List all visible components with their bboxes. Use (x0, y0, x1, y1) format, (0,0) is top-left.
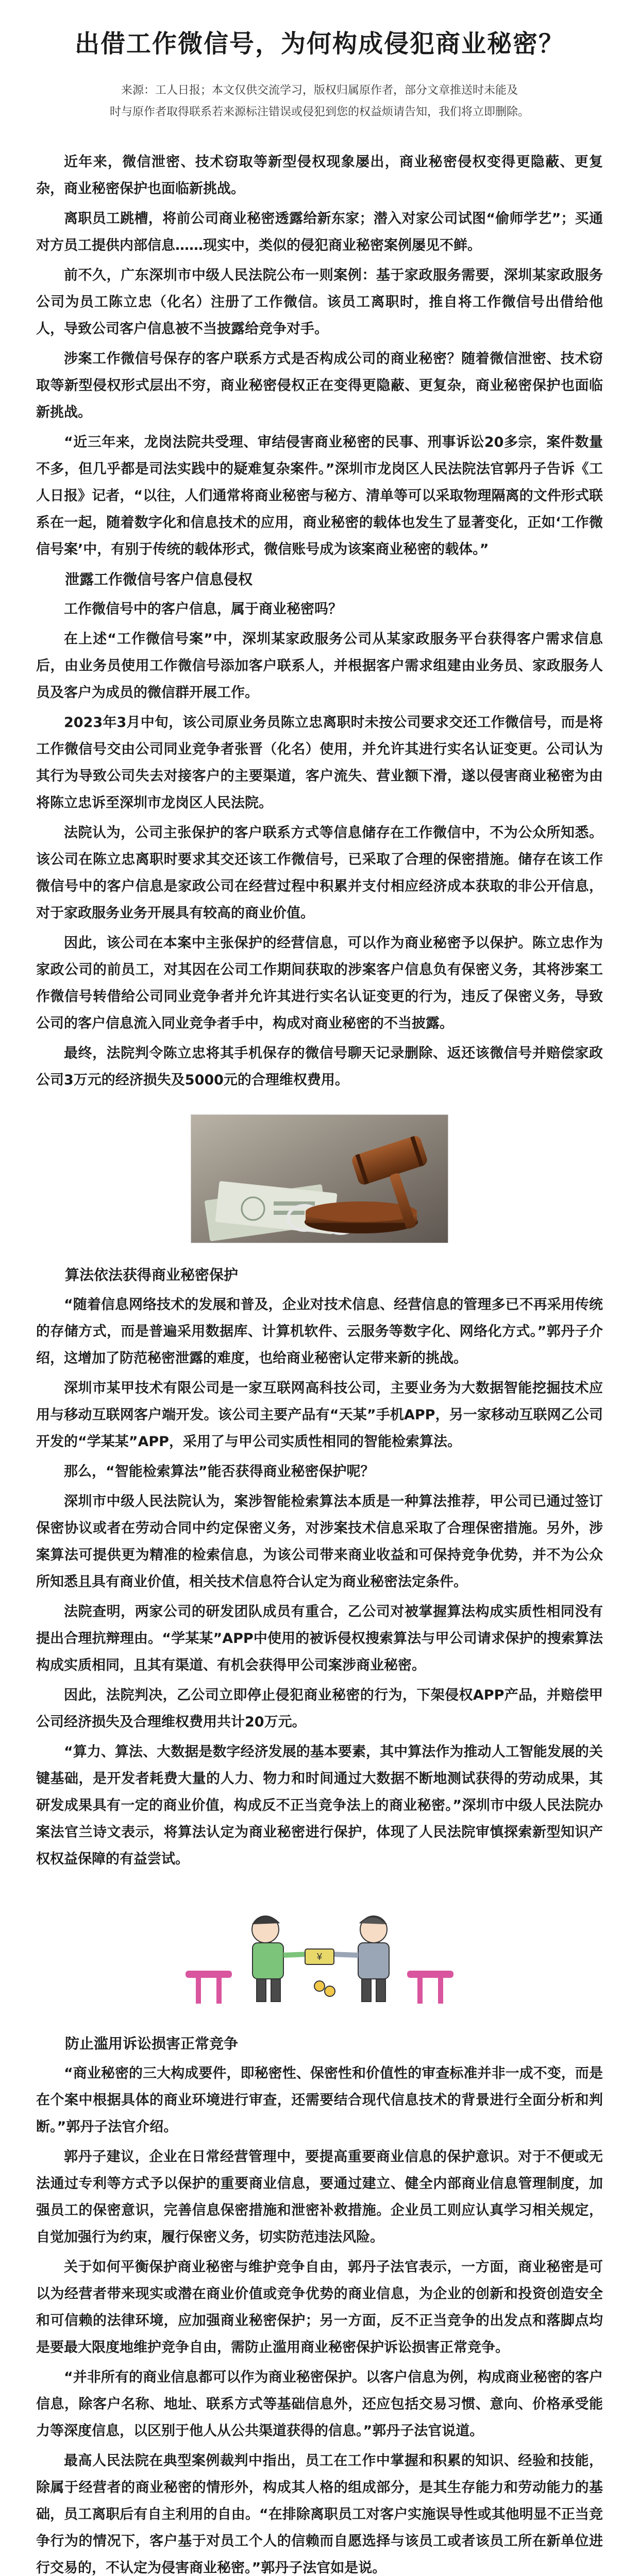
paragraph: “商业秘密的三大构成要件，即秘密性、保密性和价值性的审查标准并非一成不变，而是在个案中根据具体的商业环境进行审查，还需要结合现代信息技术的背景进行全面分析和判断。”郭丹子法官介绍。 (36, 2065, 603, 2135)
section-heading: 泄露工作微信号客户信息侵权 (65, 571, 253, 588)
paragraph: 因此，该公司在本案中主张保护的经营信息，可以作为商业秘密予以保护。陈立忠作为家政公司的前员工，对其因在公司工作期间获取的涉案客户信息负有保密义务，其将涉案工作微信号转借给公司同业竞争者并允许其进行实名认证变更的行为，违反了保密义务，导致公司的客户信息流入同业竞争者手中，构成对商业秘密的不当披露。 (36, 935, 603, 1031)
article-title: 出借工作微信号，为何构成侵犯商业秘密？ (74, 29, 564, 58)
paragraph: 法院认为，公司主张保护的客户联系方式等信息储存在工作微信中，不为公众所知悉。该公司在陈立忠离职时要求其交还该工作微信号，已采取了合理的保密措施。储存在该工作微信号中的客户信息是家政公司在经营过程中积累并支付相应经济成本获取的非公开信息，对于家政服务业务开展具有较高的商业价值。 (36, 825, 603, 921)
source-note-line: 时与原作者取得联系若来源标注错误或侵犯到您的权益烦请告知，我们将立即删除。 (109, 106, 529, 118)
litigation-section (36, 2030, 603, 2576)
paragraph: “随着信息网络技术的发展和普及，企业对技术信息、经营信息的管理多已不再采用传统的存储方式，而是普遍采用数据库、计算机软件、云服务等数字化、网络化方式。”郭丹子介绍，这增加了防范秘密泄露的难度，也给商业秘密认定带来新的挑战。 (36, 1297, 603, 1366)
paragraph: 最高人民法院在典型案例裁判中指出，员工在工作中掌握和积累的知识、经验和技能，除属于经营者的商业秘密的情形外，构成其人格的组成部分，是其生存能力和劳动能力的基础，员工离职后有自主利用的自由。“在排除离职员工对客户实施误导性或其他明显不正当竞争行为的情况下，客户基于对员工个人的信赖而自愿选择与该员工或者该员工所在新单位进行交易的，不认定为侵害商业秘密。”郭丹子法官如是说。 (36, 2453, 603, 2576)
handshake-figure (36, 1893, 603, 2012)
paragraph: 近年来，微信泄密、技术窃取等新型侵权现象屡出，商业秘密侵权变得更隐蔽、更复杂，商业秘密保护也面临新挑战。 (36, 154, 603, 197)
section-heading: 防止滥用诉讼损害正常竞争 (65, 2035, 239, 2052)
paragraph: 在上述“工作微信号案”中，深圳某家政服务公司从某家政服务平台获得客户需求信息后，由业务员使用工作微信号添加客户联系人，并根据客户需求组建由业务员、家政服务人员及客户为成员的微信群开展工作。 (36, 631, 603, 701)
source-note (36, 80, 603, 123)
gavel-money-icon (191, 1114, 448, 1243)
paragraph: 郭丹子建议，企业在日常经营管理中，要提高重要商业信息的保护意识。对于不便或无法通过专利等方式予以保护的重要商业信息，要通过建立、健全内部商业信息管理制度，加强员工的保密意识，完善信息保密措施和泄密补救措施。企业员工则应认真学习相关规定，自觉加强行为约束，履行保密义务，切实防范违法风险。 (36, 2149, 603, 2245)
paragraph: 工作微信号中的客户信息，属于商业秘密吗？ (64, 601, 342, 617)
paragraph: 最终，法院判令陈立忠将其手机保存的微信号聊天记录删除、返还该微信号并赔偿家政公司3万元的经济损失及5000元的合理维权费用。 (36, 1045, 603, 1088)
article (36, 0, 603, 2576)
paragraph: 离职员工跳槽，将前公司商业秘密透露给新东家；潜入对家公司试图“偷师学艺”；买通对方员工提供内部信息……现实中，类似的侵犯商业秘密案例屡见不鲜。 (36, 211, 603, 253)
paragraph: 深圳市中级人民法院认为，案涉智能检索算法本质是一种算法推荐，甲公司已通过签订保密协议或者在劳动合同中约定保密义务，对涉案技术信息采取了合理保密措施。另外，涉案算法可提供更为精准的检索信息，为该公司带来商业收益和可保持竞争优势，并不为公众所知悉且具有商业价值，相关技术信息符合认定为商业秘密法定条件。 (36, 1494, 603, 1590)
paragraph: 深圳市某甲技术有限公司是一家互联网高科技公司，主要业务为大数据智能挖掘技术应用与移动互联网客户端开发。该公司主要产品有“天某”手机APP，另一家移动互联网乙公司开发的“学某某”APP，采用了与甲公司实质性相同的智能检索算法。 (36, 1380, 603, 1450)
paragraph: “近三年来，龙岗法院共受理、审结侵害商业秘密的民事、刑事诉讼20多宗，案件数量不多，但几乎都是司法实践中的疑难复杂案件。”深圳市龙岗区人民法院法官郭丹子告诉《工人日报》记者，“以往，人们通常将商业秘密与秘方、清单等可以采取物理隔离的文件形式联系在一起，随着数字化和信息技术的应用，商业秘密的载体也发生了显著变化，正如‘工作微信号案’中，有别于传统的载体形式，微信账号成为该案商业秘密的载体。” (36, 434, 603, 557)
algorithm-section (36, 1262, 603, 1873)
handshake-money-icon (165, 1893, 474, 2012)
paragraph: 那么，“智能检索算法”能否获得商业秘密保护呢？ (64, 1464, 375, 1480)
section-heading: 算法依法获得商业秘密保护 (65, 1266, 239, 1283)
paragraph: “并非所有的商业信息都可以作为商业秘密保护。以客户信息为例，构成商业秘密的客户信息，除客户名称、地址、联系方式等基础信息外，还应包括交易习惯、意向、价格承受能力等深度信息，以区别于他人从公共渠道获得的信息。”郭丹子法官说道。 (36, 2369, 603, 2439)
paragraph: “算力、算法、大数据是数字经济发展的基本要素，其中算法作为推动人工智能发展的关键基础，是开发者耗费大量的人力、物力和时间通过大数据不断地测试获得的劳动成果，其研发成果具有一定的商业价值，构成反不正当竞争法上的商业秘密。”深圳市中级人民法院办案法官兰诗文表示，将算法认定为商业秘密进行保护，体现了人民法院审慎探索新型知识产权权益保障的有益尝试。 (36, 1744, 603, 1867)
paragraph: 前不久，广东深圳市中级人民法院公布一则案例：基于家政服务需要，深圳某家政服务公司为员工陈立忠（化名）注册了工作微信。该员工离职时，推自将工作微信号出借给他人，导致公司客户信息被不当披露给竞争对手。 (36, 267, 603, 337)
paragraph: 关于如何平衡保护商业秘密与维护竞争自由，郭丹子法官表示，一方面，商业秘密是可以为经营者带来现实或潜在商业价值或竞争优势的商业信息，为企业的创新和投资创造安全和可信赖的法律环境，应加强商业秘密保护；另一方面，反不正当竞争的出发点和落脚点均是要最大限度地维护竞争自由，需防止滥用商业秘密保护诉讼损害正常竞争。 (36, 2259, 603, 2355)
paragraph: 涉案工作微信号保存的客户联系方式是否构成公司的商业秘密？随着微信泄密、技术窃取等新型侵权形式层出不穷，商业秘密侵权正在变得更隐蔽、更复杂，商业秘密保护也面临新挑战。 (36, 351, 603, 420)
source-note-line: 来源：工人日报；本文仅供交流学习，版权归属原作者，部分文章推送时未能及 (121, 84, 518, 97)
wechat-section (36, 566, 603, 1094)
paragraph: 2023年3月中旬，该公司原业务员陈立忠离职时未按公司要求交还工作微信号，而是将工作微信号交由公司同业竞争者张晋（化名）使用，并允许其进行实名认证变更。公司认为其行为导致公司失去对接客户的主要渠道，客户流失、营业额下滑，遂以侵害商业秘密为由将陈立忠诉至深圳市龙岗区人民法院。 (36, 715, 603, 811)
intro-section (36, 149, 603, 563)
paragraph: 因此，法院判决，乙公司立即停止侵犯商业秘密的行为，下架侵权APP产品，并赔偿甲公司经济损失及合理维权费用共计20万元。 (36, 1687, 603, 1730)
gavel-figure (36, 1114, 603, 1243)
svg-text:¥: ¥ (316, 1952, 323, 1962)
paragraph: 法院查明，两家公司的研发团队成员有重合，乙公司对被掌握算法构成实质性相同没有提出合理抗辩理由。“学某某”APP中使用的被诉侵权搜索算法与甲公司请求保护的搜索算法构成实质相同，且其有渠道、有机会获得甲公司案涉商业秘密。 (36, 1604, 603, 1673)
